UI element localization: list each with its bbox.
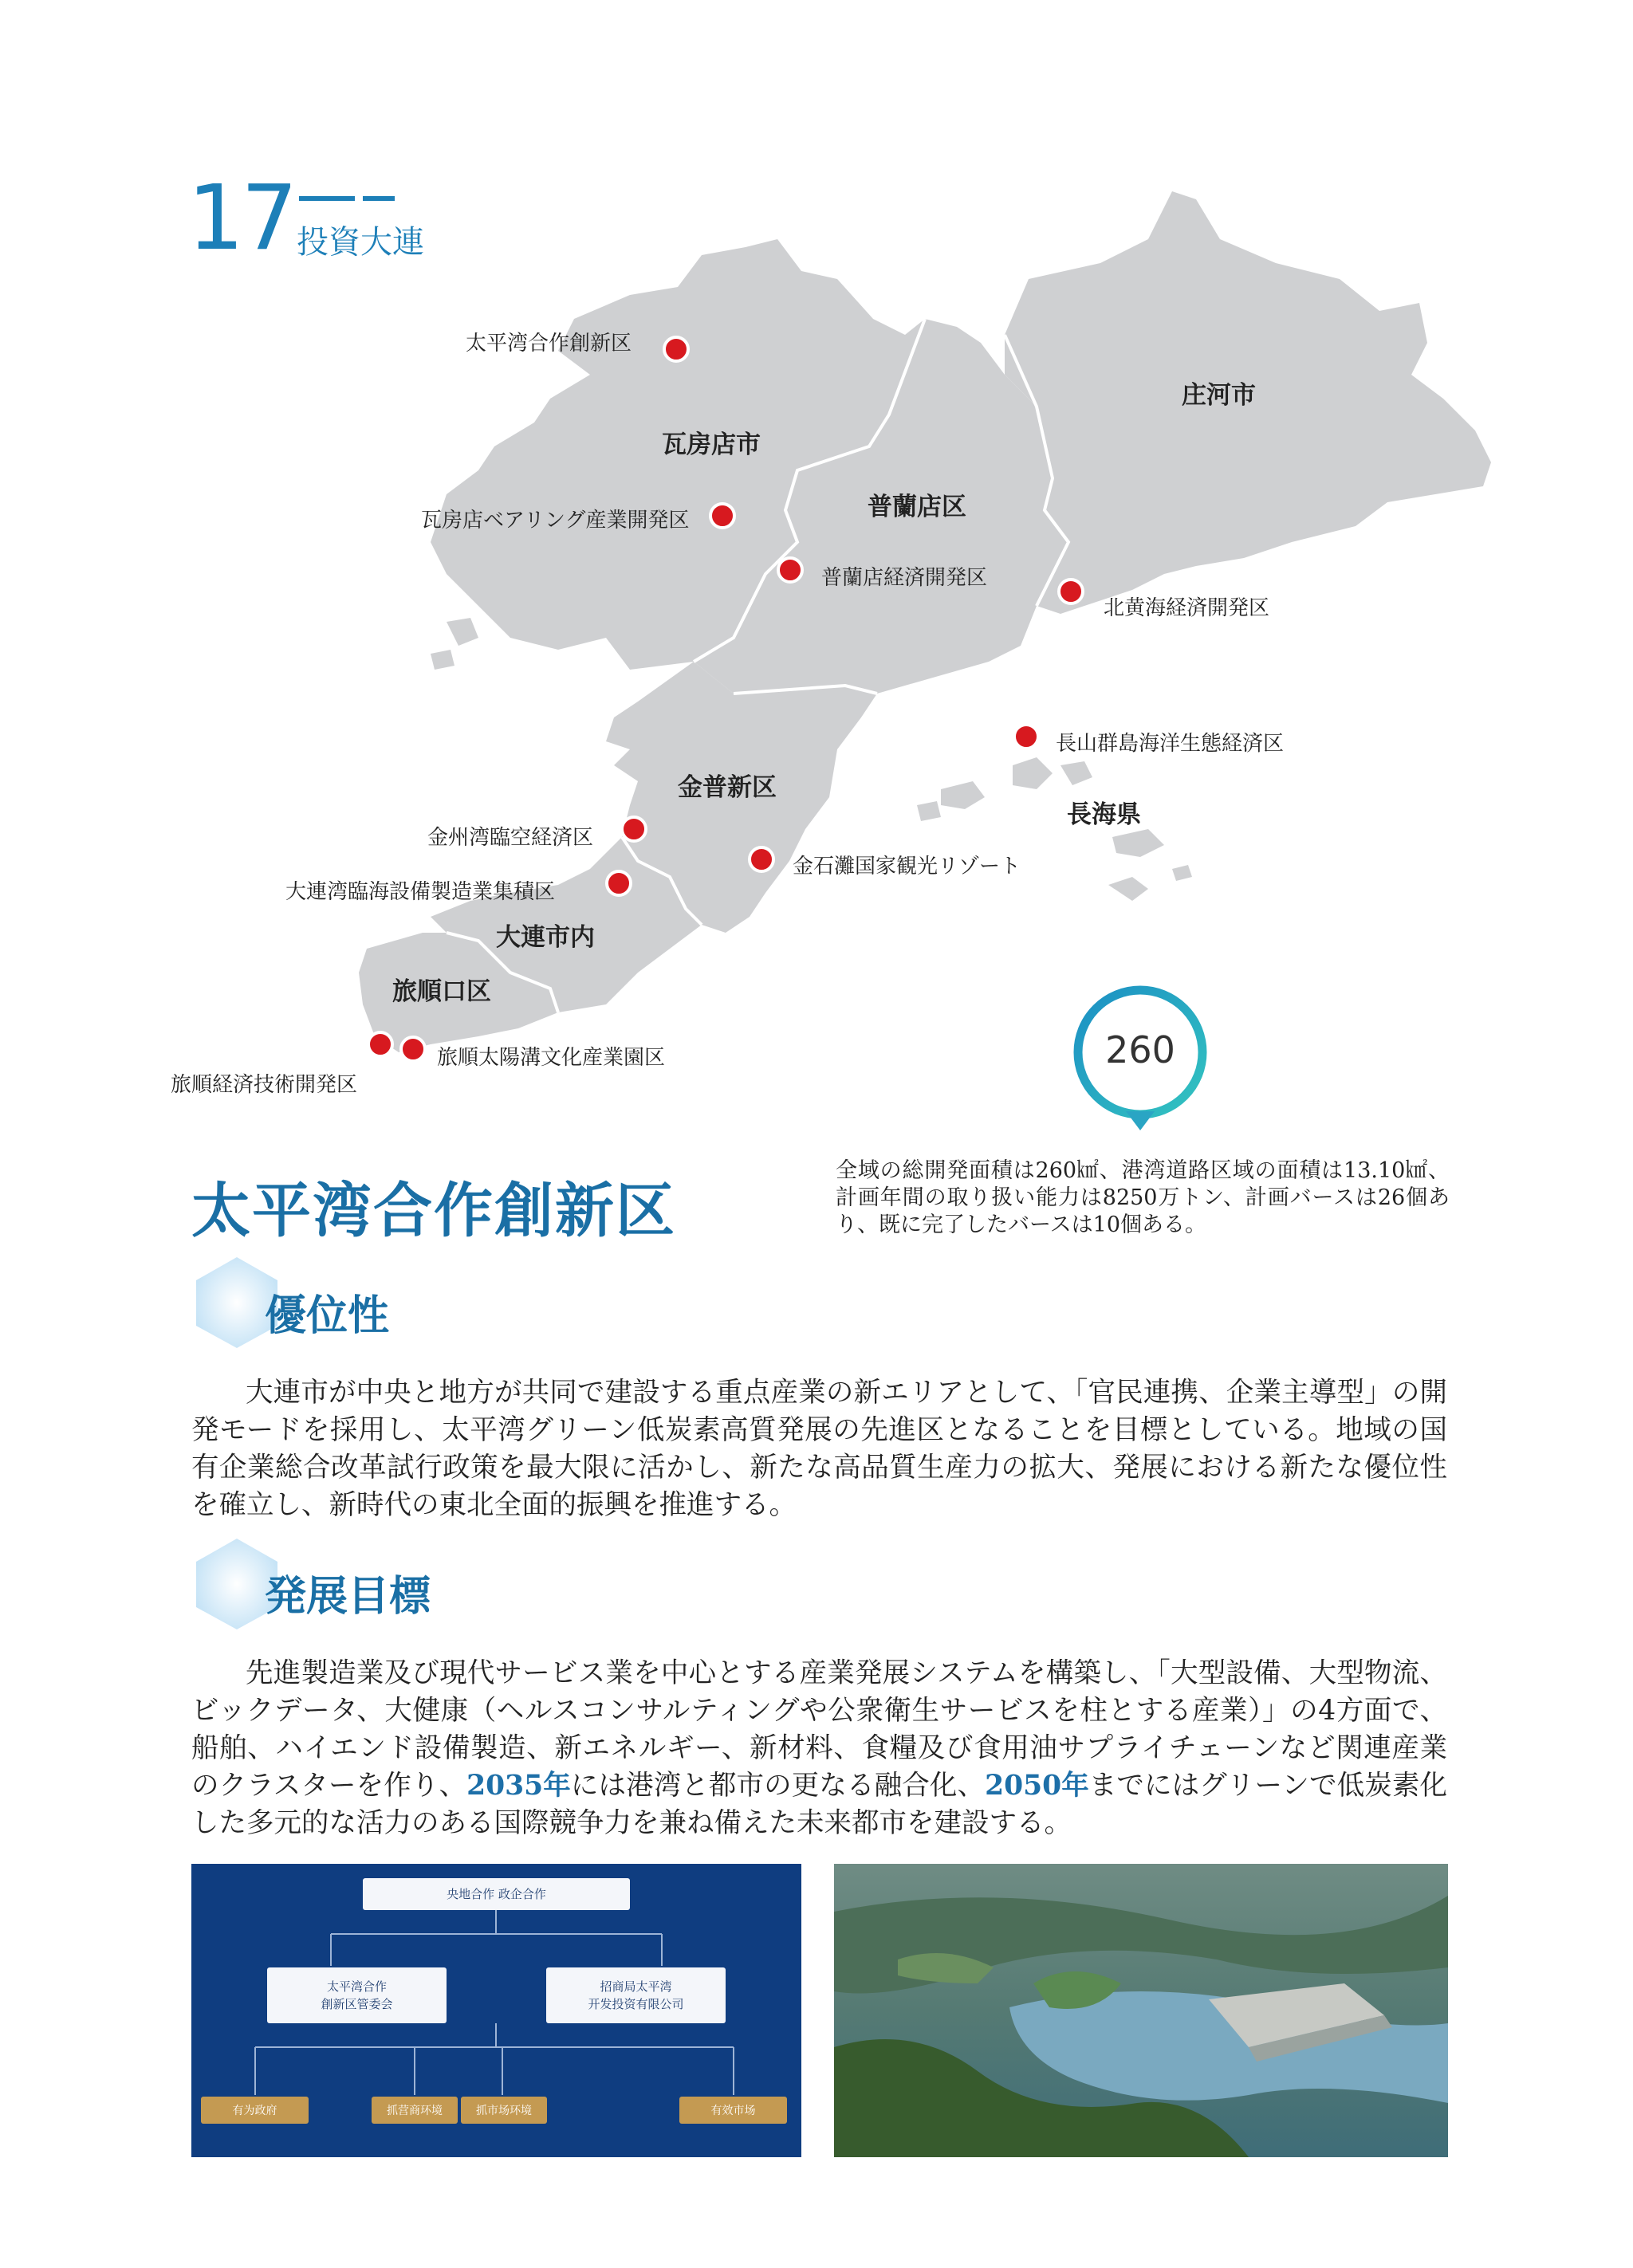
region-label-jinpu: 金普新区 [678,773,777,802]
zone-title: 太平湾合作創新区 [191,1177,676,1245]
island [1172,865,1192,881]
org-tag: 抓市场环境 [461,2097,547,2124]
region-label-changhai: 長海県 [1067,800,1141,829]
org-chart [191,1864,801,2157]
region-label-zhuanghe: 庄河市 [1182,381,1256,410]
marker-jinshitan [750,847,773,871]
marker-label: 北黄海経済開発区 [1104,596,1270,620]
goal-heading: 発展目標 [265,1572,431,1621]
aerial-photo-image [834,1864,1448,2157]
page-number: 17 [187,167,295,270]
org-right-box: 招商局太平湾 开发投资有限公司 [546,1967,726,2023]
region-label-lushunkou: 旅順口区 [392,977,491,1006]
advantage-heading: 優位性 [265,1291,390,1340]
org-tag: 有为政府 [201,2097,309,2124]
island [917,801,941,821]
org-tag: 有效市场 [679,2097,787,2124]
marker-label: 大連湾臨海設備製造業集積区 [285,880,556,904]
marker-pulandian [778,558,802,582]
org-tag: 抓营商环境 [372,2097,458,2124]
goal-text: 先進製造業及び現代サービス業を中心とする産業発展システムを構築し、「大型設備、大型物流、ビックデータ、大健康（ヘルスコンサルティングや公衆衛生サービスを柱とする産業）」の4方面で、船舶、ハイエンド設備製造、新エネルギー、新材料、食糧及び食用油サプライチェーンなど関連産業のクラスターを作り、2035年には港湾と都市の更なる融合化、2050年までにはグリーンで低炭素化した多元的な活力のある国際競争力を兼ね備えた未来都市を建設する。 [191,1657,1447,1839]
year-2035: 2035年 [466,1770,571,1802]
marker-label: 金石灘国家観光リゾート [793,855,1021,879]
island [1112,829,1164,857]
island [941,781,985,809]
stat-number: 260 [1105,1028,1175,1071]
org-left-box: 太平湾合作 創新区管委会 [267,1967,447,2023]
marker-daliawan [607,871,631,895]
region-label-dalian-city: 大連市内 [496,923,595,952]
stat-bubble-pointer [1126,1111,1155,1130]
island [1013,757,1053,789]
marker-label: 普蘭店経済開発区 [821,566,988,590]
region-label-wafangdian: 瓦房店市 [662,430,761,459]
marker-label: 太平湾合作創新区 [466,332,632,356]
map-landmass [0,0,1633,1132]
year-2050: 2050年 [985,1770,1089,1802]
island [1108,877,1148,901]
dalian-map [0,0,1633,1132]
org-top-box: 央地合作 政企合作 [363,1878,630,1910]
advantage-text: 大連市が中央と地方が共同で建設する重点産業の新エリアとして、「官民連携、企業主導型」の開発モードを採用し、太平湾グリーン低炭素高質発展の先進区となることを目標としている。地域の国有企業総合改革試行政策を最大限に活かし、新たな高品質生産力の拡大、発展における新たな優位性を確立し、新時代の東北全面的振興を推進する。 [191,1377,1447,1521]
section-label: 投資大連 [297,224,424,261]
island [447,618,478,646]
marker-taipingwan [664,337,688,361]
marker-changshan [1014,725,1038,749]
marker-label: 旅順経済技術開発区 [171,1073,358,1097]
marker-label: 長山群島海洋生態経済区 [1056,732,1285,756]
marker-lushun-economic [368,1032,392,1056]
region-label-pulandian: 普蘭店区 [868,493,966,521]
stat-description: 全域の総開発面積は260㎢、港湾道路区域の面積は13.10㎢、計画年間の取り扱い能力は8250万トン、計画バースは26個あり、既に完了したバースは10個ある。 [836,1158,1450,1237]
marker-lushun-solar [401,1037,425,1061]
island [1060,761,1092,785]
marker-label: 金州湾臨空経済区 [427,826,594,850]
aerial-photo [834,1864,1448,2157]
marker-label: 瓦房店ベアリング産業開発区 [421,509,690,533]
island [431,650,454,670]
marker-label: 旅順太陽溝文化産業園区 [437,1046,666,1070]
marker-wafangdian-bearing [710,504,734,528]
marker-beihuanghai [1059,580,1083,603]
marker-jinzhouwan [622,817,646,841]
